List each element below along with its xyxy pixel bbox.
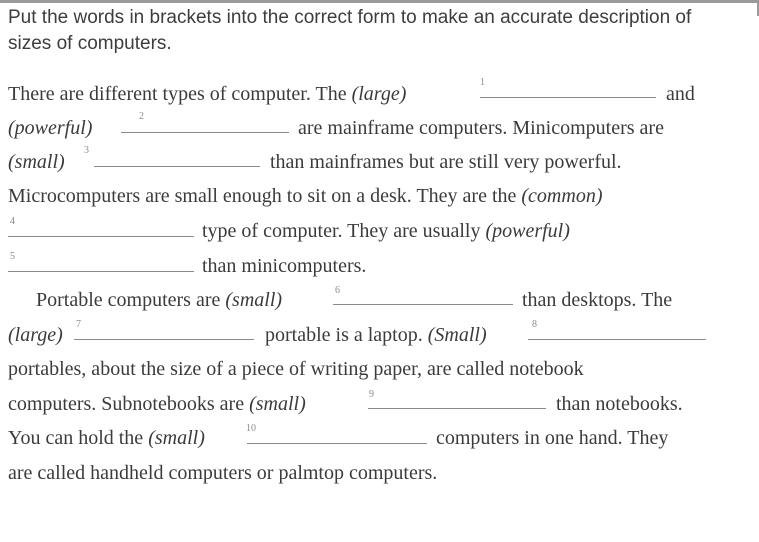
blank-number-2: 2 bbox=[139, 111, 144, 122]
text-segment: You can hold the bbox=[8, 427, 149, 449]
bracket-word: (small) bbox=[249, 393, 306, 415]
text-line-4 bbox=[8, 179, 602, 213]
bracket-word: (small) bbox=[8, 151, 65, 173]
blank-number-5: 5 bbox=[10, 251, 15, 262]
text-line-8-rest bbox=[265, 318, 487, 352]
text-segment: portables, about the size of a piece of writing paper, are called notebook bbox=[8, 358, 584, 380]
bracket-word: (common) bbox=[521, 185, 603, 207]
text-segment: Microcomputers are small enough to sit on a desk. They are the bbox=[8, 185, 522, 207]
text-line-7 bbox=[36, 283, 282, 317]
blank-number-8: 8 bbox=[532, 319, 537, 330]
page-top-border bbox=[0, 0, 759, 3]
blank-2[interactable] bbox=[121, 132, 289, 133]
text-line-9 bbox=[8, 352, 584, 386]
text-segment: are called handheld computers or palmtop computers. bbox=[8, 462, 438, 484]
blank-9[interactable] bbox=[368, 408, 546, 409]
blank-number-7: 7 bbox=[76, 319, 81, 330]
text-segment: portable is a laptop. bbox=[265, 324, 428, 346]
blank-3[interactable] bbox=[94, 166, 260, 167]
text-segment: than notebooks. bbox=[556, 393, 683, 415]
text-segment: than desktops. The bbox=[522, 289, 673, 311]
text-line-2 bbox=[8, 111, 92, 145]
blank-10[interactable] bbox=[247, 443, 427, 444]
bracket-word: (small) bbox=[225, 289, 283, 311]
text-segment: are mainframe computers. Minicomputers are bbox=[298, 117, 664, 139]
text-segment: type of computer. They are usually bbox=[202, 220, 486, 242]
text-segment: and bbox=[666, 83, 695, 105]
text-segment: computers in one hand. They bbox=[436, 427, 669, 449]
text-line-3 bbox=[8, 145, 65, 179]
blank-number-6: 6 bbox=[335, 285, 340, 296]
text-line-10 bbox=[8, 387, 306, 421]
blank-number-1: 1 bbox=[480, 77, 485, 88]
text-segment: than mainframes but are still very powerful. bbox=[270, 151, 622, 173]
blank-5[interactable] bbox=[8, 271, 194, 272]
blank-7[interactable] bbox=[74, 339, 254, 340]
text-line-11 bbox=[8, 421, 205, 455]
bracket-word: (Small) bbox=[427, 324, 487, 346]
blank-number-4: 4 bbox=[10, 216, 15, 227]
blank-1[interactable] bbox=[480, 97, 656, 98]
text-segment: computers. Subnotebooks are bbox=[8, 393, 250, 415]
text-line-5 bbox=[202, 214, 570, 248]
blank-6[interactable] bbox=[333, 304, 513, 305]
exercise-instructions: Put the words in brackets into the correct form to make an accurate description of sizes of computers. bbox=[8, 7, 692, 54]
text-segment: than minicomputers. bbox=[202, 255, 367, 277]
text-segment: Portable computers are bbox=[36, 289, 226, 311]
blank-number-10: 10 bbox=[246, 423, 256, 434]
text-line-12 bbox=[8, 456, 437, 490]
blank-8[interactable] bbox=[528, 339, 706, 340]
text-line-1 bbox=[8, 77, 406, 111]
bracket-word: (large) bbox=[351, 83, 407, 105]
text-line-8 bbox=[8, 318, 63, 352]
bracket-word: (powerful) bbox=[485, 220, 570, 242]
bracket-word: (powerful) bbox=[8, 117, 93, 139]
bracket-word: (large) bbox=[8, 324, 63, 346]
text-segment: There are different types of computer. The bbox=[8, 83, 352, 105]
blank-4[interactable] bbox=[8, 236, 194, 237]
blank-number-9: 9 bbox=[369, 389, 374, 400]
blank-number-3: 3 bbox=[84, 145, 89, 156]
bracket-word: (small) bbox=[148, 427, 205, 449]
